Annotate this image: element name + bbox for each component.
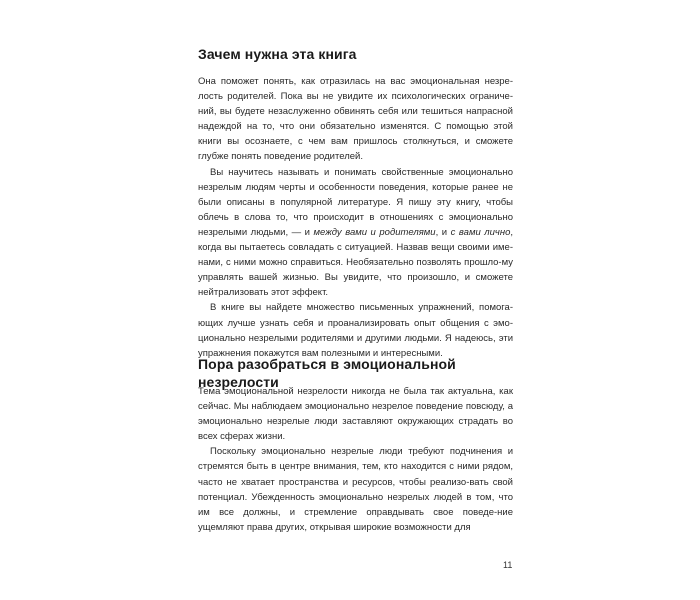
text-run: Поскольку эмоционально незрелые люди требуют подчинения и стремятся быть в центре внимания, тем, кто находится с ними рядом, часто не хватает пространства и ресурсов, чтобы реализо-вать свой потенциал. Убежденность эмоционально незрелых людей в том, что им все должны, и стремление оправдывать свое поведе-ние ущемляют права других, открывая широкие возможности для bbox=[198, 446, 513, 533]
text-run: Она поможет понять, как отразилась на вас эмоциональная незре-лость родителей. Пока вы не увидите их психологических ограниче-ний, вы будете незаслуженно обвинять себя или тешиться напрасной надеждой на то, что они обязательно изменятся. С помощью этой книги вы осознаете, с чем вам пришлось столкнуться, и сможете глубже понять поведение родителей. bbox=[198, 76, 513, 163]
text-run: , и bbox=[435, 226, 451, 238]
text-run: В книге вы найдете множество письменных упражнений, помога-ющих лучше узнать себя и проанализировать опыт общения с эмо-ционально незрелыми родителями и другими людьми. Я надеюсь, эти упражнения покажутся вам полезными и интересными. bbox=[198, 302, 513, 359]
paragraph bbox=[198, 384, 513, 444]
text-run: Вы научитесь называть и понимать свойственные эмоционально незрелым людям черты и особенности поведения, которые ранее не были описаны в популярной литературе. Я пишу эту книгу, чтобы облечь в слова то, что происходит в отношениях с эмоционально незрелыми людьми, — и bbox=[198, 166, 513, 238]
text-run: Тема эмоциональной незрелости никогда не была так актуальна, как сейчас. Мы наблюдаем эмоционально незрелое поведение повсюду, а эмоционально незрелые люди заставляют окружающих страдать во всех сферах жизни. bbox=[198, 386, 513, 443]
section-body-why-this-book bbox=[198, 74, 513, 361]
page-number: 11 bbox=[503, 560, 513, 570]
text-run: , когда вы пытаетесь совладать с ситуацией. Назвав вещи своими име-нами, с ними можно справиться. Необязательно позволять прошло-му управлять вашей жизнью. Вы увидите, что произошло, и сможете нейтрализовать этот эффект. bbox=[198, 226, 513, 299]
paragraph bbox=[198, 165, 513, 301]
paragraph bbox=[198, 74, 513, 165]
paragraph bbox=[198, 444, 513, 535]
section-heading-emotional-immaturity: Пора разобраться в эмоциональной незрелости bbox=[198, 356, 456, 390]
section-body-emotional-immaturity bbox=[198, 384, 513, 535]
section-heading-why-this-book: Зачем нужна эта книга bbox=[198, 46, 357, 62]
italic-run: с вами лично bbox=[450, 226, 511, 238]
paragraph bbox=[198, 300, 513, 360]
italic-run: между вами и родителями bbox=[313, 226, 436, 238]
